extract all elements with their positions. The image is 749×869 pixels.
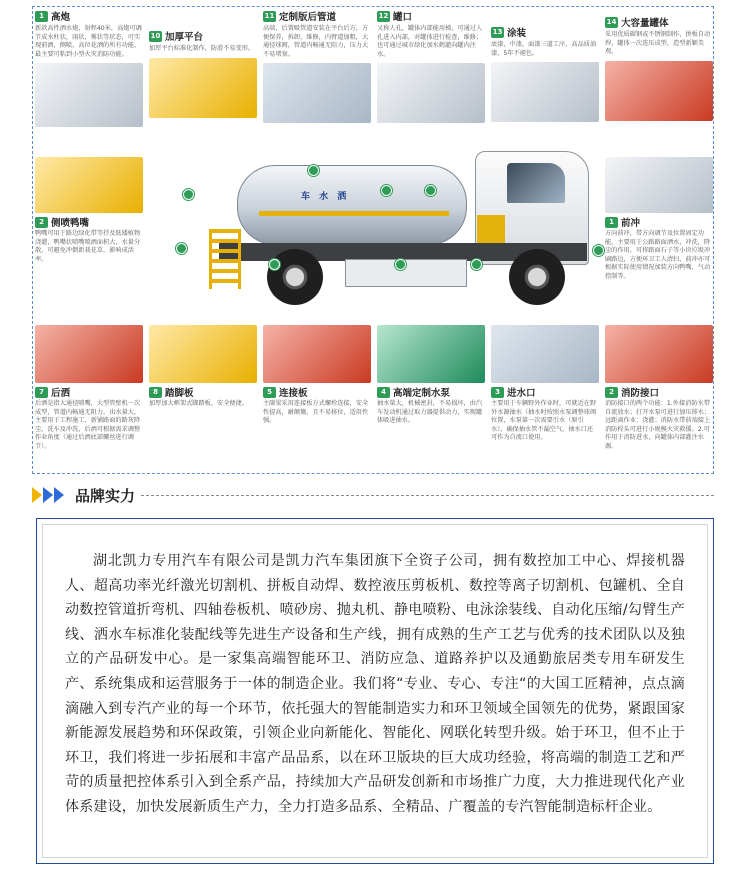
rear-pipe-photo	[263, 63, 371, 123]
feature-title: 后洒	[51, 388, 71, 399]
feature-desc: 主要用于车辆野外作业时，可就近在野外水源抽水（抽水时按照水泵调整球阀位置，水泵第一次需要引水（原引水），确保抽水管不漏空气，抽水口还可作为自流口使用。	[491, 400, 597, 441]
sprinkler-truck-illustration	[209, 145, 597, 317]
truck-feature-diagram	[32, 6, 714, 474]
feature-number: 2	[35, 217, 48, 228]
feature-large-tank	[605, 15, 713, 121]
fire-interface-photo	[605, 325, 713, 383]
hatch-photo	[377, 63, 485, 123]
brand-text-inner	[42, 524, 708, 858]
feature-title: 连接板	[279, 388, 308, 399]
feature-title: 消防接口	[621, 388, 660, 399]
feature-number: 4	[377, 387, 390, 398]
connecting-plate-photo	[263, 325, 371, 383]
duckbill-photo	[35, 157, 143, 213]
feature-desc: 采用优质碳钢或不锈钢制作，拼板自动焊，罐体一次连压成型，造型新颖美观。	[605, 31, 711, 55]
feature-title: 高端定制水泵	[393, 388, 451, 399]
rear-spray-photo	[35, 325, 143, 383]
tank-stripe	[259, 211, 449, 216]
feature-number: 14	[606, 17, 617, 26]
feature-tank-hatch	[377, 9, 485, 123]
marker-dot	[269, 259, 280, 270]
water-inlet-photo	[491, 325, 599, 383]
feature-number: 10	[150, 31, 161, 40]
front-wheel	[509, 249, 565, 305]
feature-connecting-plate	[263, 325, 371, 426]
brand-paragraph: 湖北凯力专用汽车有限公司是凯力汽车集团旗下全资子公司，拥有数控加工中心、焊接机器人、超高功率光纤激光切割机、拼板自动焊、数控液压剪板机、数控等离子切割机、包罐机、全自动数控管道折弯机、四轴卷板机、喷砂房、抛丸机、静电喷粉、电泳涂装线、自动化压缩/勾臂生产线、洒水车标准化装配线等先进生产设备和生产线，拥有成熟的生产工艺与优秀的技术团队以及独立的产品研发中心。是一家集高端智能环卫、消防应急、道路养护以及通勤旅居类专用车研发生产、系统集成和运营服务于一体的制造企业。我们将“专业、专心、专注“的大国工匠精神，点点滴滴融入到专汽产业的每一个环节，依托强大的智能制造实力和环卫领域全国领先的优势，紧跟国家新能源发展趋势和环保政策，引领企业向新能化、智能化、网联化转型升级。始于环卫，但不止于环卫，我们将进一步拓展和丰富产品品系，以在环卫版块的巨大成功经验，将高端的制造工艺和严苛的质量把控体系引入到全系产品，持续加大产品研发创新和市场推广力度，大力推进现代化产业体系建设，加快发展新质生产力，全力打造多品系、全精品、广覆盖的专汽智能制造标杆企业。	[65, 553, 685, 815]
tank-label: 车 水 洒	[301, 192, 350, 202]
marker-dot	[593, 245, 604, 256]
feature-number: 7	[35, 387, 48, 398]
feature-number: 3	[491, 387, 504, 398]
feature-painting	[491, 25, 599, 122]
feature-title: 涂装	[507, 28, 527, 39]
feature-desc: 抽水量大，机械密封，不易损坏，由汽车发动机通过取力器提供动力，实现罐体吸进抽水。	[377, 400, 483, 424]
brand-text-box	[36, 518, 714, 864]
feature-desc: 方向前冲，带方向调节及位置固定功能，主要用于公路路面洒水，冲洗，降尘的作用，可将路面石子等小块垃圾冲刷路边，方便环卫工人清扫，前冲亦可根据实际使用情况加装方向鸭嘴，气动控制等。	[605, 230, 711, 280]
feature-desc: 又称人孔，罐体内部能用梯，可通过人孔进入内部，对罐体进行检查，维修；也可通过城市绿化加水鹤灌向罐内注水。	[377, 25, 483, 58]
feature-title: 侧喷鸭嘴	[51, 218, 90, 229]
feature-footboard	[149, 325, 257, 409]
feature-number: 2	[605, 387, 618, 398]
feature-water-inlet	[491, 325, 599, 443]
platform-photo	[149, 58, 257, 118]
feature-fire-interface	[605, 325, 713, 451]
feature-desc: 鸭嘴可用于路边绿化带等抒及低矮植物浇灌，鸭嘴状喷嘴喷洒面积大，水量分散，可避免冲倒新栽花草，影响成活率。	[35, 230, 141, 263]
feature-desc: 新款高性洒水炮，射程40米，高炮可调节成水柱状，雨状，雾状等状态，可实现前洒，侧喷，高位花洒的所有功能，最主要可粘到小型火灾消防功能。	[35, 25, 142, 58]
high-cannon-photo	[35, 63, 143, 127]
feature-high-cannon	[35, 9, 143, 127]
marker-dot	[395, 259, 406, 270]
feature-desc: 加厚平台标准化制作，防滑不易变形。	[149, 45, 255, 52]
marker-dot	[183, 189, 194, 200]
feature-title: 加厚平台	[165, 32, 204, 43]
feature-side-duckbill	[35, 157, 143, 264]
marker-dot	[425, 185, 436, 196]
rear-wheel	[267, 249, 323, 305]
feature-desc: 消防接口的两个功能：1.外接消防水带自流放水；打开水泵可进行加压排水；远距离作业：浇灌；消防水带前端接上消防栓头可进行小规模火灾救援。2.可作用于消防进水，向罐体内部灌注水源。	[605, 400, 711, 450]
side-toolbox	[345, 259, 467, 287]
feature-number: 13	[492, 27, 503, 36]
rear-ladder	[209, 229, 241, 289]
divider	[141, 495, 714, 496]
marker-dot	[471, 259, 482, 270]
marker-dot	[381, 185, 392, 196]
feature-title: 高炮	[51, 12, 71, 23]
feature-title: 前冲	[621, 218, 641, 229]
feature-water-pump	[377, 325, 485, 426]
large-tank-photo	[605, 61, 713, 121]
feature-desc: 底漆，中漆，面漆三道工序，高品质油漆，5年不褪色。	[491, 41, 597, 57]
marker-dot	[308, 165, 319, 176]
feature-desc: 主副梁采用连接板方式螺栓连接，安全性提高，耐颠簸，且不易移位，适用性强。	[263, 400, 369, 424]
marker-dot	[176, 243, 187, 254]
feature-number: 5	[263, 387, 276, 398]
feature-front-flush	[605, 157, 713, 281]
feature-desc: 后洒是指大通径喷嘴，大型管壁机一次成型，管道内畅通无阻力，出水量大，主要用于工程施工，新铺路面的路灰降尘，洗车及冲洗，后洒可根据需求调整作业角度（通过后洒底部螺丝进行调节）。	[35, 400, 141, 450]
feature-number: 1	[605, 217, 618, 228]
front-flush-photo	[605, 157, 713, 213]
feature-title: 踏脚板	[165, 388, 194, 399]
water-tank	[237, 165, 467, 245]
feature-title: 定制版后管道	[279, 12, 337, 23]
feature-desc: 加厚加大框架式脚踏板，安全便捷。	[149, 400, 248, 407]
feature-rear-spray	[35, 325, 143, 451]
feature-title: 大容量罐体	[621, 18, 669, 29]
section-title: 品牌实力	[75, 486, 136, 505]
chevron-icon	[43, 487, 53, 503]
feature-number: 12	[378, 11, 389, 20]
feature-number: 1	[35, 11, 48, 22]
water-pump-photo	[377, 325, 485, 383]
section-header	[32, 484, 714, 506]
footboard-photo	[149, 325, 257, 383]
feature-title: 罐口	[393, 12, 413, 23]
chevron-icon	[32, 487, 42, 503]
feature-custom-rear-pipe	[263, 9, 371, 123]
cab-window	[507, 163, 565, 203]
feature-title: 进水口	[507, 388, 536, 399]
painting-photo	[491, 62, 599, 122]
feature-desc: 高端，后置吸管道安装在平台后方，方便保养，拆卸，维修，内臂道加粗，大通径球阀，管道内畅通无阻力，压力大不易堵塞。	[263, 25, 369, 58]
feature-number: 11	[264, 11, 275, 20]
feature-thick-platform	[149, 29, 257, 118]
chevron-icon	[54, 487, 64, 503]
feature-number: 8	[149, 387, 162, 398]
